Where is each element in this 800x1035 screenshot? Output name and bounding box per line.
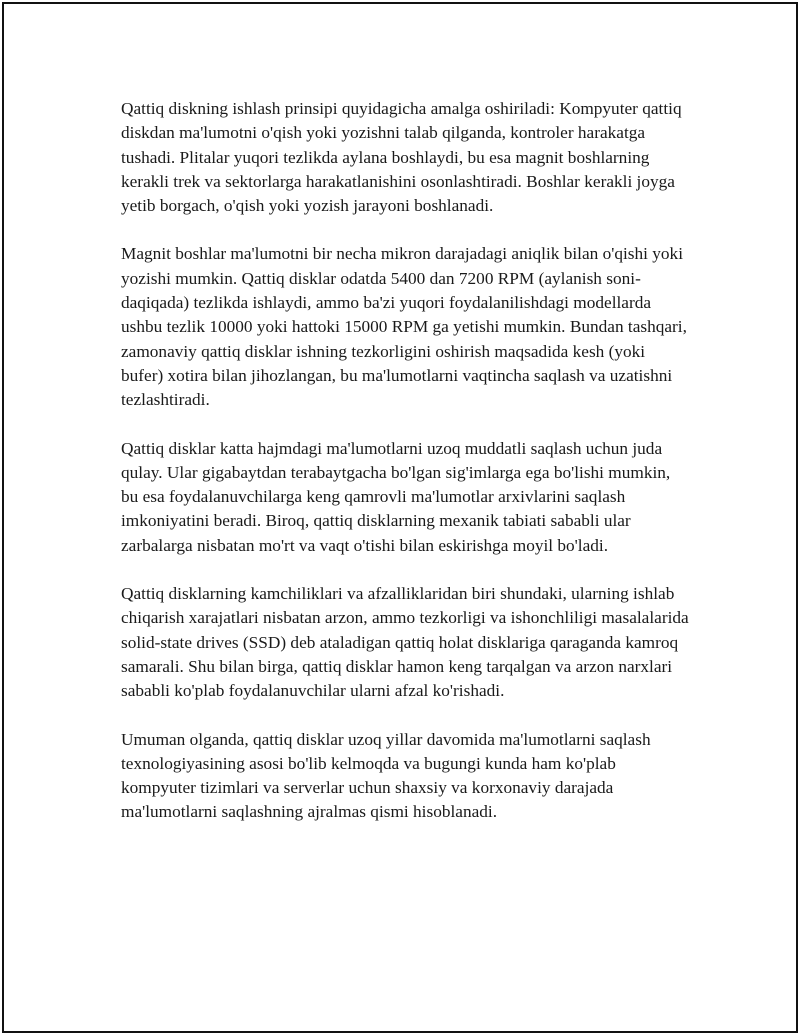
paragraph-3: Qattiq disklar katta hajmdagi ma'lumotlarni uzoq muddatli saqlash uchun juda qulay. Ular gigabaytdan terabaytgacha bo'lgan sig'imlarga ega bo'lishi mumkin, bu esa foydalanuvchilarga keng qamrovli ma'lumotlar arxivlarini saqlash imkoniyatini beradi. Biroq, qattiq disklarning mexanik tabiati sababli ular zarbalarga nisbatan mo'rt va vaqt o'tishi bilan eskirishga moyil bo'ladi. [121, 438, 671, 555]
paragraph-4: Qattiq disklarning kamchiliklari va afzalliklaridan biri shundaki, ularning ishlab chiqarish xarajatlari nisbatan arzon, ammo tezkorligi va ishonchliligi masalalarida solid-state drives (SSD) deb ataladigan qattiq holat disklariga qaraganda kamroq samarali. Shu bilan birga, qattiq disklar hamon keng tarqalgan va arzon narxlari sababli ko'plab foydalanuvchilar ularni afzal ko'rishadi. [121, 584, 689, 701]
document-page [2, 2, 798, 1033]
paragraph-2: Magnit boshlar ma'lumotni bir necha mikron darajadagi aniqlik bilan o'qishi yoki yozishi mumkin. Qattiq disklar odatda 5400 dan 7200 RPM (aylanish soni-daqiqada) tezlikda ishlaydi, ammo ba'zi yuqori foydalanilishdagi modellarda ushbu tezlik 10000 yoki hattoki 15000 RPM ga yetishi mumkin. Bundan tashqari, zamonaviy qattiq disklar ishning tezkorligini oshirish maqsadida kesh (yoki bufer) xotira bilan jihozlangan, bu ma'lumotlarni vaqtincha saqlash va uzatishni tezlashtiradi. [121, 244, 687, 410]
paragraph-1: Qattiq diskning ishlash prinsipi quyidagicha amalga oshiriladi: Kompyuter qattiq diskdan ma'lumotni o'qish yoki yozishni talab qilganda, kontroler harakatga tushadi. Plitalar yuqori tezlikda aylana boshlaydi, bu esa magnit boshlarning kerakli trek va sektorlarga harakatlanishini osonlashtiradi. Boshlar kerakli joyga yetib borgach, o'qish yoki yozish jarayoni boshlanadi. [121, 99, 682, 216]
document-body [121, 97, 691, 849]
paragraph-5: Umuman olganda, qattiq disklar uzoq yillar davomida ma'lumotlarni saqlash texnologiyasining asosi bo'lib kelmoqda va bugungi kunda ham ko'plab kompyuter tizimlari va serverlar uchun shaxsiy va korxonaviy darajada ma'lumotlarni saqlashning ajralmas qismi hisoblanadi. [121, 729, 651, 822]
